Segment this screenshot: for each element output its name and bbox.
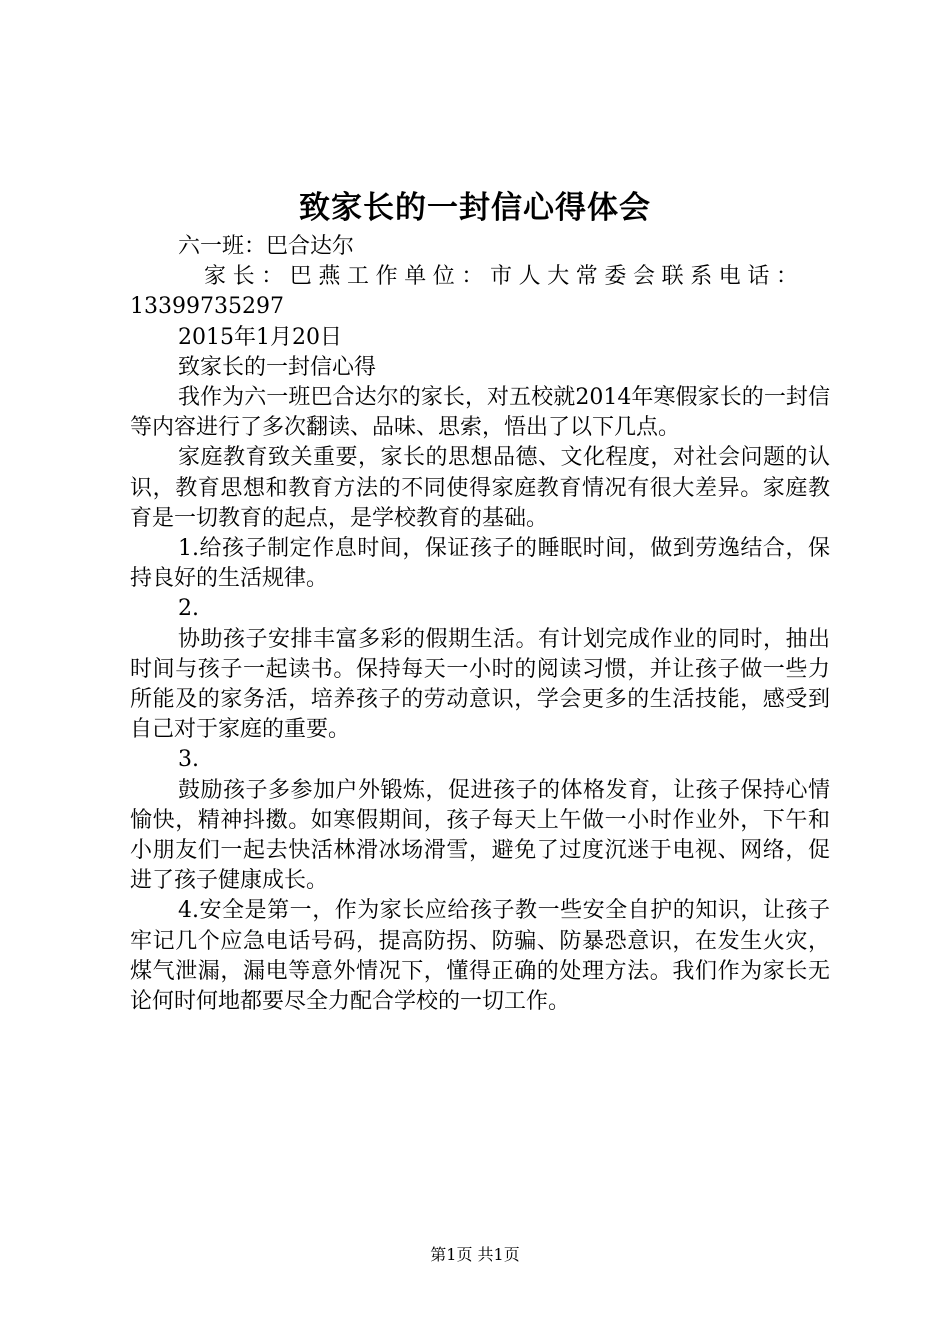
letter-subtitle: 致家长的一封信心得 [178, 354, 377, 380]
document-body [130, 232, 830, 1017]
paragraph: 4.安全是第一，作为家长应给孩子教一些安全自护的知识，让孩子牢记几个应急电话号码，提高防拐、防骗、防暴恐意识，在发生火灾，煤气泄漏，漏电等意外情况下，懂得正确的处理方法。我们作为家长无论何时何地都要尽全力配合学校的一切工作。 [130, 898, 830, 1015]
date-line: 2015年1月20日 [178, 324, 342, 350]
class-line: 六一班：巴合达尔 [178, 234, 355, 259]
paragraph: 1.给孩子制定作息时间，保证孩子的睡眠时间，做到劳逸结合，保持良好的生活规律。 [130, 536, 830, 592]
page-footer: 第1页 共1页 [430, 1245, 520, 1264]
paragraph: 协助孩子安排丰富多彩的假期生活。有计划完成作业的同时，抽出时间与孩子一起读书。保持每天一小时的阅读习惯，并让孩子做一些力所能及的家务活，培养孩子的劳动意识，学会更多的生活技能，感受到自己对于家庭的重要。 [130, 626, 830, 743]
document-title: 致家长的一封信心得体会 [299, 190, 651, 226]
paragraph: 家庭教育致关重要，家长的思想品德、文化程度，对社会问题的认识，教育思想和教育方法的不同使得家庭教育情况有很大差异。家庭教育是一切教育的起点，是学校教育的基础。 [130, 445, 830, 531]
paragraph: 鼓励孩子多参加户外锻炼，促进孩子的体格发育，让孩子保持心情愉快，精神抖擞。如寒假期间，孩子每天上午做一小时作业外，下午和小朋友们一起去快活林滑冰场滑雪，避免了过度沉迷于电视、网络，促进了孩子健康成长。 [130, 777, 830, 894]
parent-line: 家长：巴燕工作单位：市人大常委会联系电话： [204, 264, 805, 290]
paragraph: 我作为六一班巴合达尔的家长，对五校就2014年寒假家长的一封信等内容进行了多次翻读、品味、思索，悟出了以下几点。 [130, 385, 830, 441]
paragraph: 3. [178, 747, 199, 773]
paragraph: 2. [178, 596, 199, 622]
phone-number: 13399735297 [130, 294, 284, 320]
